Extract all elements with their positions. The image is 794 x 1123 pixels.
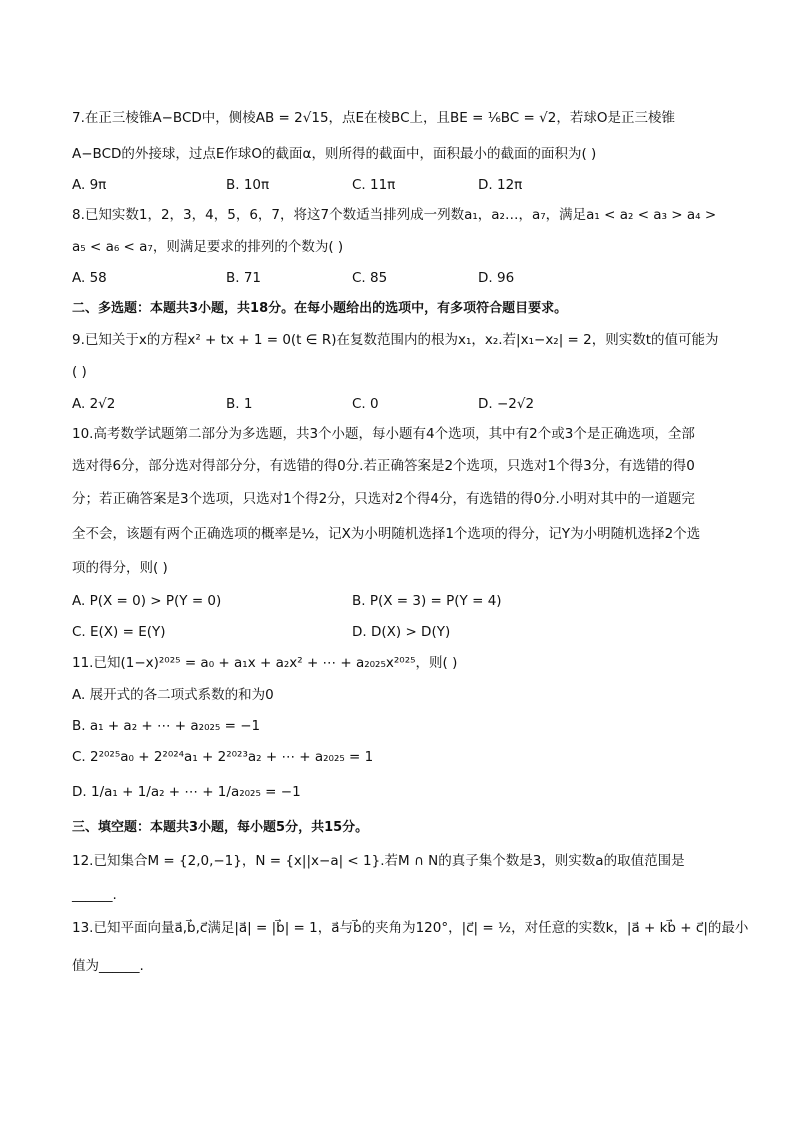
q9-option-b: B. 1 [226,396,253,412]
q8-line-1: 8.已知实数1，2，3，4，5，6，7，将这7个数适当排列成一列数a₁，a₂…，a₇，满足a₁ < a₂ < a₃ > a₄ > [72,207,717,223]
q8-option-d: D. 96 [478,270,515,286]
q10-option-c: C. E(X) = E(Y) [72,624,166,640]
q7-line-2: A−BCD的外接球，过点E作球O的截面α，则所得的截面中，面积最小的截面的面积为( ) [72,146,597,162]
q12-line-2: ______. [72,887,117,903]
q10-line-4: 全不会，该题有两个正确选项的概率是½，记X为小明随机选择1个选项的得分，记Y为小明随机选择2个选 [72,526,701,542]
q8-line-2: a₅ < a₆ < a₇，则满足要求的排列的个数为( ) [72,239,344,255]
q11-option-a: A. 展开式的各二项式系数的和为0 [72,687,274,703]
q11-line-1: 11.已知(1−x)²⁰²⁵ = a₀ + a₁x + a₂x² + ⋯ + a₂₀₂₅x²⁰²⁵，则( ) [72,655,458,671]
q10-option-b: B. P(X = 3) = P(Y = 4) [352,593,502,609]
q7-option-c: C. 11π [352,177,396,193]
q8-option-b: B. 71 [226,270,262,286]
q9-option-c: C. 0 [352,396,379,412]
q9-option-d: D. −2√2 [478,396,535,412]
section-3-heading: 三、填空题：本题共3小题，每小题5分，共15分。 [72,820,369,835]
q10-line-1: 10.高考数学试题第二部分为多选题，共3个小题，每小题有4个选项，其中有2个或3个是正确选项，全部 [72,426,695,442]
q10-option-a: A. P(X = 0) > P(Y = 0) [72,593,222,609]
q13-line-2: 值为______. [72,958,144,974]
q8-option-a: A. 58 [72,270,107,286]
q7-option-d: D. 12π [478,177,523,193]
q10-line-3: 分；若正确答案是3个选项，只选对1个得2分，只选对2个得4分，有选错的得0分.小明对其中的一道题完 [72,491,695,507]
q8-option-c: C. 85 [352,270,388,286]
q11-option-c: C. 2²⁰²⁵a₀ + 2²⁰²⁴a₁ + 2²⁰²³a₂ + ⋯ + a₂₀₂₅ = 1 [72,749,374,765]
q11-option-d: D. 1/a₁ + 1/a₂ + ⋯ + 1/a₂₀₂₅ = −1 [72,784,301,800]
q11-option-b: B. a₁ + a₂ + ⋯ + a₂₀₂₅ = −1 [72,718,261,734]
q13-line-1: 13.已知平面向量a⃗,b⃗,c⃗满足|a⃗| = |b⃗| = 1，a⃗与b⃗的夹角为120°，|c⃗| = ½，对任意的实数k，|a⃗ + kb⃗ + c⃗|的最小 [72,920,749,936]
q10-line-5: 项的得分，则( ) [72,560,168,576]
q9-line-1: 9.已知关于x的方程x² + tx + 1 = 0(t ∈ R)在复数范围内的根为x₁，x₂.若|x₁−x₂| = 2，则实数t的值可能为 [72,332,719,348]
q12-line-1: 12.已知集合M = {2,0,−1}，N = {x||x−a| < 1}.若M ∩ N的真子集个数是3，则实数a的取值范围是 [72,853,685,869]
q10-line-2: 选对得6分，部分选对得部分分，有选错的得0分.若正确答案是2个选项，只选对1个得3分，有选错的得0 [72,458,695,474]
q7-option-a: A. 9π [72,177,107,193]
q7-line-1: 7.在正三棱锥A−BCD中，侧棱AB = 2√15，点E在棱BC上，且BE = ⅙BC = √2，若球O是正三棱锥 [72,110,675,126]
q9-line-2: ( ) [72,364,87,380]
q7-option-b: B. 10π [226,177,270,193]
section-2-heading: 二、多选题：本题共3小题，共18分。在每小题给出的选项中，有多项符合题目要求。 [72,301,568,316]
q9-option-a: A. 2√2 [72,396,116,412]
q10-option-d: D. D(X) > D(Y) [352,624,451,640]
